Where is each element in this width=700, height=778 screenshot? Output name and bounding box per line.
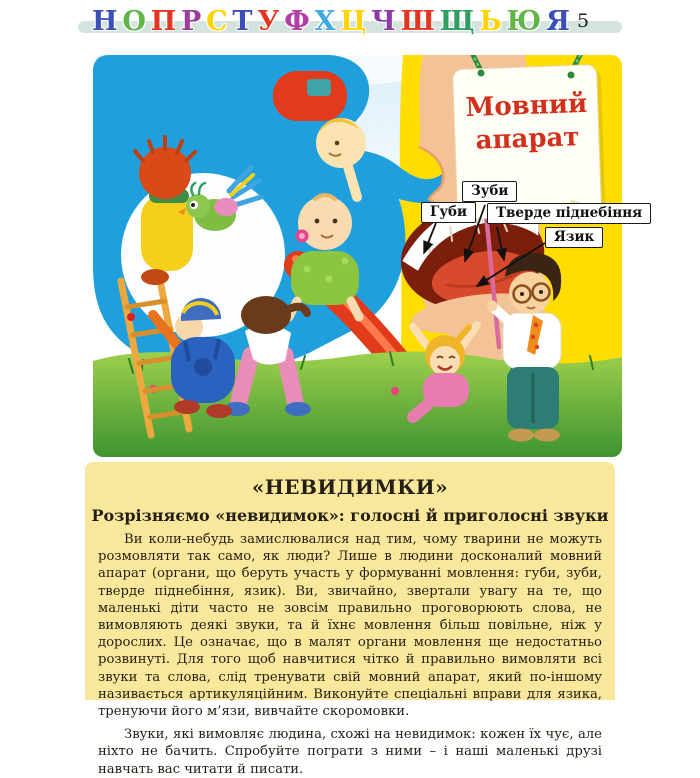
label-tongue: Язик (545, 227, 603, 248)
ladybug (127, 313, 135, 321)
panel-subtitle: Розрізняємо «невидимок»: голосні й приголосні звуки (91, 506, 609, 525)
page-number: 5 (577, 10, 590, 32)
alphabet-letter: П (150, 6, 177, 37)
alphabet-strip (92, 2, 570, 42)
alphabet-letter: У (257, 6, 280, 37)
alphabet-letter: Х (314, 6, 336, 37)
alphabet-letter: Я (546, 6, 570, 37)
alphabet-letter: С (206, 6, 228, 37)
alphabet-letter: О (122, 6, 146, 37)
alphabet-letter: Ш (400, 6, 435, 37)
panel-paragraph-2: Звуки, які вимовляє людина, схожі на невидимок: кожен їх чує, але ніхто не бачить. Спробуйте пограти з ними – і наші маленькі друзі навчать вас читати й писати. (98, 727, 602, 777)
panel-paragraph-1: Ви коли-небудь замислювалися над тим, чому тварини не можуть розмовляти так само, як люди? Лише в людини досконалий мовний апарат (органи, що беруть участь у формуванні мовлення: губи, зуби, тверде піднебіння, язик). Ви, звичайно, звертали увагу на те, що маленькі діти часто не зовсім правильно проговорюють слова, не вимовляють деякі звуки, та й їхнє мовлення більш повільне, ніж у дорослих. Це означає, що в малят органи мовлення ще недостатньо розвинуті. Для того щоб навчитися чітко й правильно вимовляти всі звуки та слова, слід тренувати свій мовний апарат, який по-іншому називається артикуляційним. Виконуйте спеціальні вправи для язика, тренуючи його м’язи, вивчайте скоромовки. (98, 532, 602, 720)
alphabet-letter: Н (92, 6, 118, 37)
note-title-line1: Мовний (465, 88, 588, 124)
alphabet-letter: Ч (371, 6, 396, 37)
alphabet-letter: Ц (340, 6, 367, 37)
label-lips: Губи (421, 202, 476, 223)
label-teeth: Зуби (462, 181, 517, 202)
note-title-line2: апарат (475, 122, 580, 156)
alphabet-letter: Ю (506, 6, 542, 37)
alphabet-letter: Ф (284, 6, 310, 37)
label-palate: Тверде піднебіння (487, 203, 651, 224)
note-title (457, 88, 597, 159)
panel-title: «НЕВИДИМКИ» (251, 475, 449, 499)
alphabet-letter: Ь (479, 6, 502, 37)
alphabet-letter: Т (232, 6, 253, 37)
alphabet-letter: Р (180, 6, 202, 37)
alphabet-letter: Щ (439, 6, 475, 37)
text-panel (85, 462, 615, 777)
